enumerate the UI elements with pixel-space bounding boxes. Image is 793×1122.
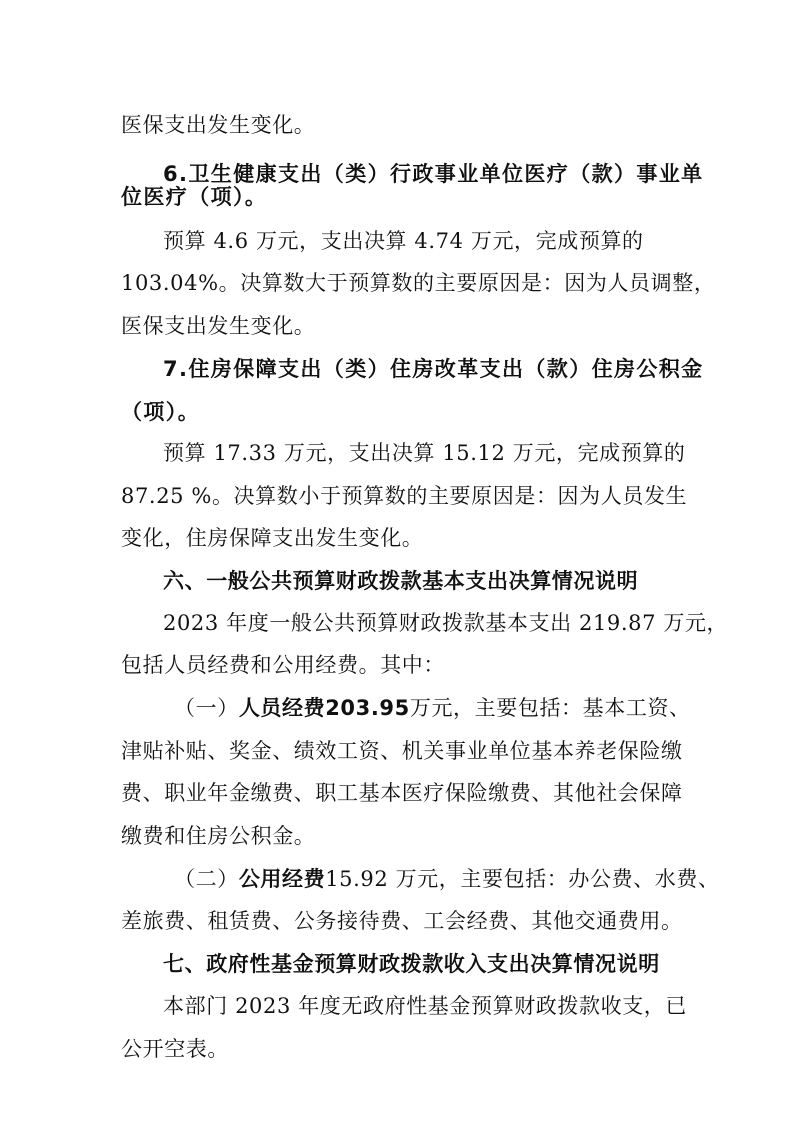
paragraph-line: 费、职业年金缴费、职工基本医疗保险缴费、其他社会保障: [121, 781, 683, 805]
personnel-rest: 万元，主要包括：基本工资、: [409, 696, 691, 720]
public-prefix: （二）: [174, 867, 239, 891]
public-rest: 15.92 万元，主要包括：办公费、水费、: [325, 867, 720, 891]
paragraph-line: 医保支出发生变化。: [121, 314, 316, 338]
paragraph-line: 本部门 2023 年度无政府性基金预算财政拨款收支，已: [163, 994, 687, 1018]
paragraph-line: 包括人员经费和公用经费。其中：: [121, 653, 445, 677]
paragraph-line: 87.25 %。决算数小于预算数的主要原因是：因为人员发生: [121, 484, 688, 508]
paragraph-line: 预算 4.6 万元，支出决算 4.74 万元，完成预算的: [163, 229, 644, 253]
section-heading-seven: 七、政府性基金预算财政拨款收入支出决算情况说明: [163, 952, 660, 976]
section-heading-6: 6.卫生健康支出（类）行政事业单位医疗（款）事业单: [163, 162, 704, 186]
paragraph-line: 差旅费、租赁费、公务接待费、工会经费、其他交通费用。: [121, 909, 683, 933]
paragraph-line: 缴费和住房公积金。: [121, 824, 316, 848]
public-expense-line: [174, 864, 720, 894]
paragraph-line: 2023 年度一般公共预算财政拨款基本支出 219.87 万元，: [163, 611, 729, 635]
paragraph-line: 医保支出发生变化。: [121, 113, 316, 137]
section-heading-6-cont: 位医疗（项）。: [121, 185, 268, 209]
paragraph-line: 预算 17.33 万元，支出决算 15.12 万元，完成预算的: [163, 441, 686, 465]
personnel-expense-line: [174, 693, 691, 723]
section-heading-7: 7.住房保障支出（类）住房改革支出（款）住房公积金: [163, 357, 704, 381]
section-heading-six: 六、一般公共预算财政拨款基本支出决算情况说明: [163, 569, 639, 593]
paragraph-line: 津贴补贴、奖金、绩效工资、机关事业单位基本养老保险缴: [121, 739, 683, 763]
paragraph-line: 公开空表。: [121, 1037, 229, 1061]
personnel-prefix: （一）: [174, 696, 239, 720]
paragraph-line: 变化，住房保障支出发生变化。: [121, 526, 424, 550]
paragraph-line: 103.04%。决算数大于预算数的主要原因是：因为人员调整，: [121, 271, 716, 295]
personnel-label: 人员经费: [238, 696, 326, 720]
public-label: 公用经费: [238, 867, 326, 891]
personnel-amount: 203.95: [325, 696, 410, 720]
section-heading-7-cont: （项）。: [121, 400, 201, 424]
